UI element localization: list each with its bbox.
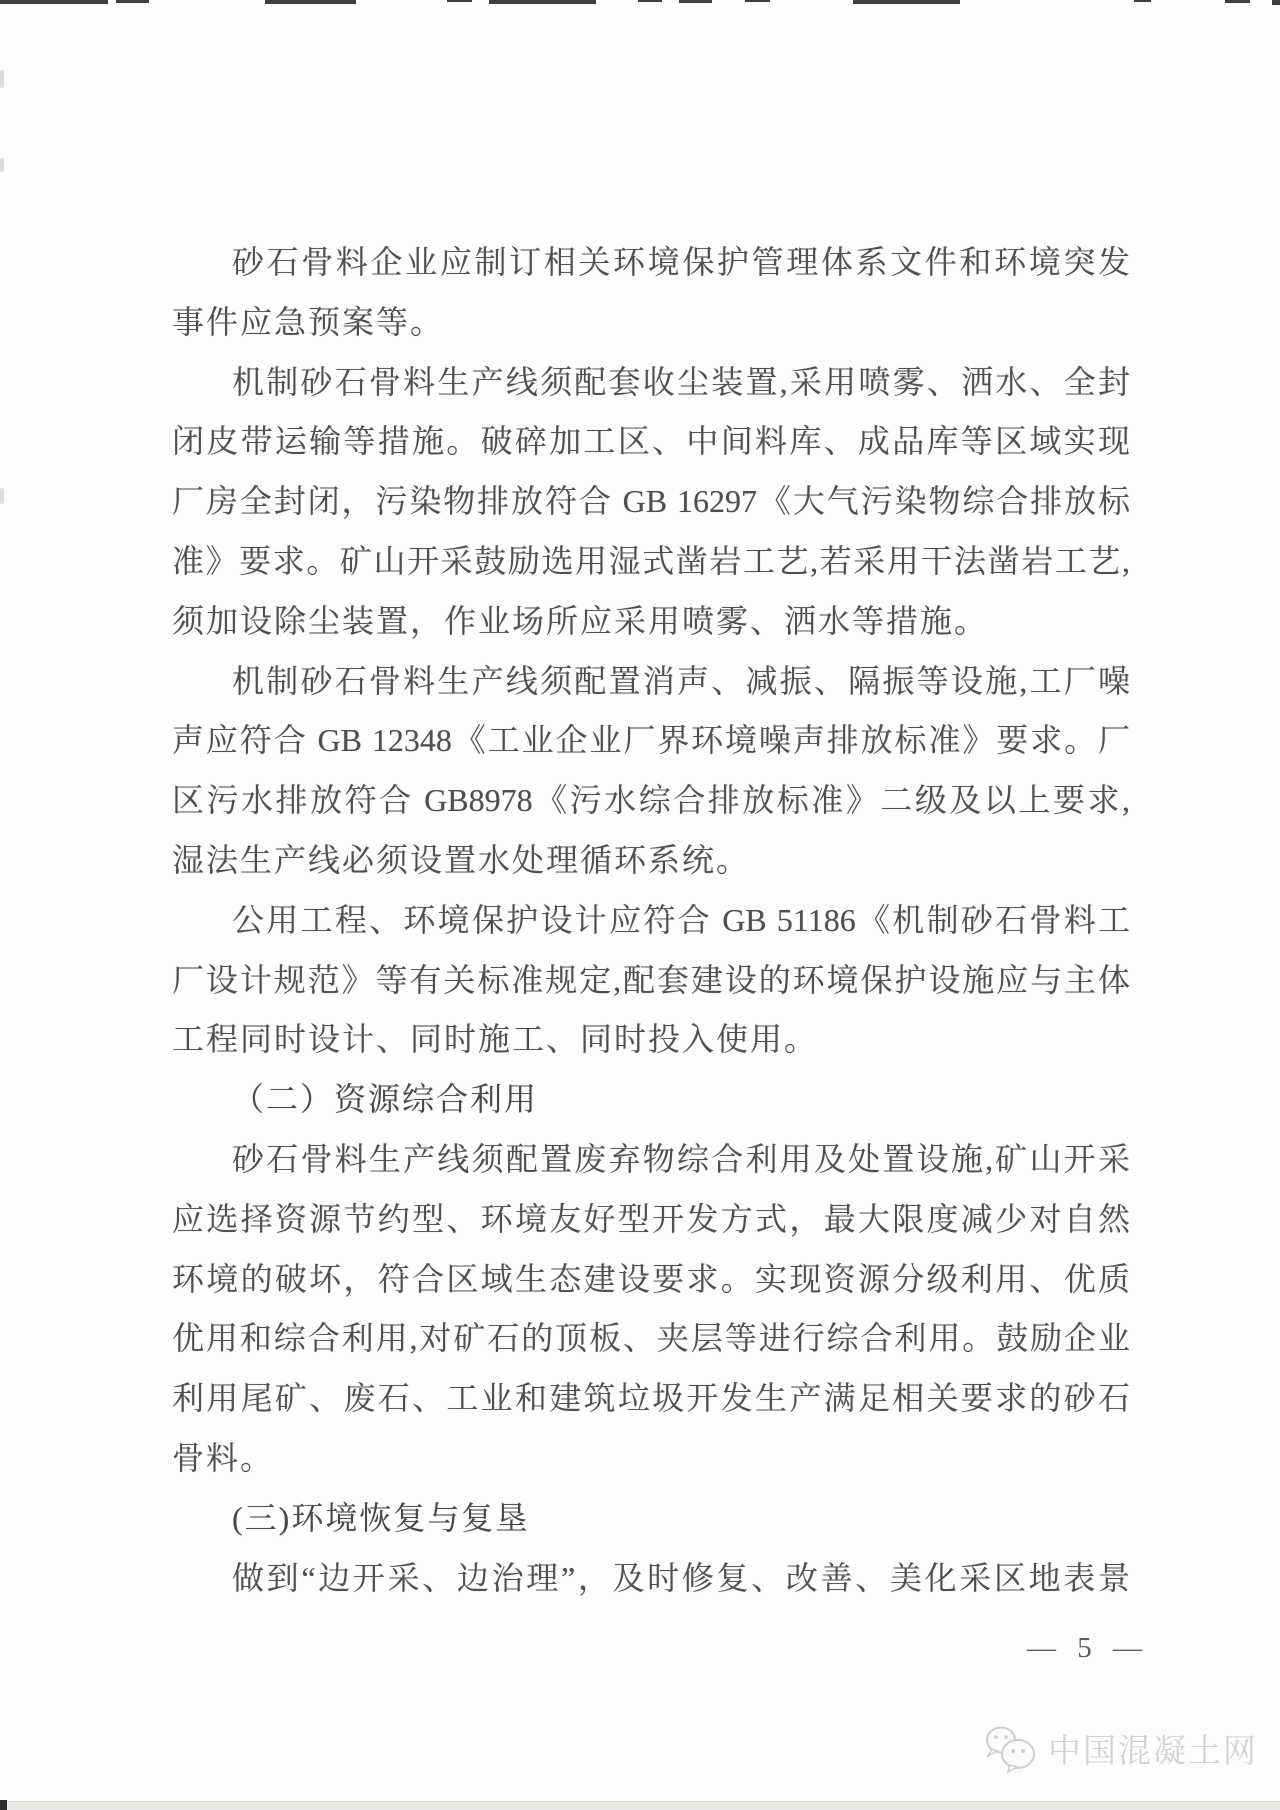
text-line: 优用和综合利用,对矿石的顶板、夹层等进行综合利用。鼓励企业: [172, 1320, 1130, 1357]
text-line: 工程同时设计、同时施工、同时投入使用。: [172, 1021, 819, 1058]
text-line: 事件应急预案等。: [172, 303, 445, 340]
scan-artifact: [447, 0, 472, 2]
text-line: 机制砂石骨料生产线须配置消声、减振、隔振等设施,工厂噪: [232, 662, 1130, 699]
watermark: [982, 1724, 1258, 1779]
page-number: — 5 —: [1027, 1632, 1149, 1664]
text-line: 利用尾矿、废石、工业和建筑垃圾开发生产满足相关要求的砂石: [172, 1380, 1130, 1417]
wechat-icon: [982, 1724, 1038, 1779]
scan-smudge: [0, 158, 4, 172]
text-line: 砂石骨料生产线须配置废弃物综合利用及处置设施,矿山开采: [232, 1140, 1130, 1177]
text-line: 须加设除尘装置，作业场所应采用喷雾、洒水等措施。: [172, 602, 989, 639]
text-line: 做到“边开采、边治理”，及时修复、改善、美化采区地表景: [232, 1559, 1130, 1596]
section-heading: （二）资源综合利用: [232, 1081, 539, 1118]
scan-artifact: [1272, 0, 1280, 5]
text-line: 机制砂石骨料生产线须配套收尘装置,采用喷雾、洒水、全封: [232, 363, 1130, 400]
document-text: [172, 233, 1130, 1608]
scan-artifact: [265, 0, 356, 4]
scan-smudge: [0, 488, 4, 504]
scan-artifact: [489, 0, 596, 4]
scan-artifact: [116, 0, 149, 3]
scan-smudge: [0, 70, 4, 88]
scan-artifact: [1225, 0, 1250, 3]
text-line: 砂石骨料企业应制订相关环境保护管理体系文件和环境突发: [232, 244, 1130, 280]
scanner-edge-bar: [0, 1801, 1280, 1810]
scan-artifact: [0, 0, 108, 4]
text-line: 应选择资源节约型、环境友好型开发方式，最大限度减少对自然: [172, 1200, 1130, 1237]
text-line: 声应符合 GB 12348《工业企业厂界环境噪声排放标准》要求。厂: [172, 722, 1130, 759]
text-line: 公用工程、环境保护设计应符合 GB 51186《机制砂石骨料工: [232, 901, 1130, 938]
text-line: 闭皮带运输等措施。破碎加工区、中间料库、成品库等区域实现: [172, 423, 1130, 460]
scan-artifact: [853, 0, 960, 4]
watermark-text: 中国混凝土网: [1048, 1733, 1258, 1770]
scan-artifact: [679, 0, 712, 3]
text-line: 厂房全封闭，污染物排放符合 GB 16297《大气污染物综合排放标: [172, 483, 1130, 520]
text-line: 厂设计规范》等有关标准规定,配套建设的环境保护设施应与主体: [172, 961, 1130, 998]
text-line: 环境的破坏，符合区域生态建设要求。实现资源分级利用、优质: [172, 1260, 1130, 1297]
scan-artifact: [745, 0, 770, 2]
text-line: 湿法生产线必须设置水处理循环系统。: [172, 841, 751, 878]
text-line: 区污水排放符合 GB8978《污水综合排放标准》二级及以上要求,: [172, 782, 1130, 819]
scan-artifact: [0, 1800, 7, 1810]
text-line: 准》要求。矿山开采鼓励选用湿式凿岩工艺,若采用干法凿岩工艺,: [172, 542, 1130, 579]
section-heading: (三)环境恢复与复垦: [232, 1499, 530, 1536]
text-line: 骨料。: [172, 1439, 275, 1476]
scan-artifact: [1134, 0, 1151, 2]
scan-artifact: [638, 0, 662, 2]
